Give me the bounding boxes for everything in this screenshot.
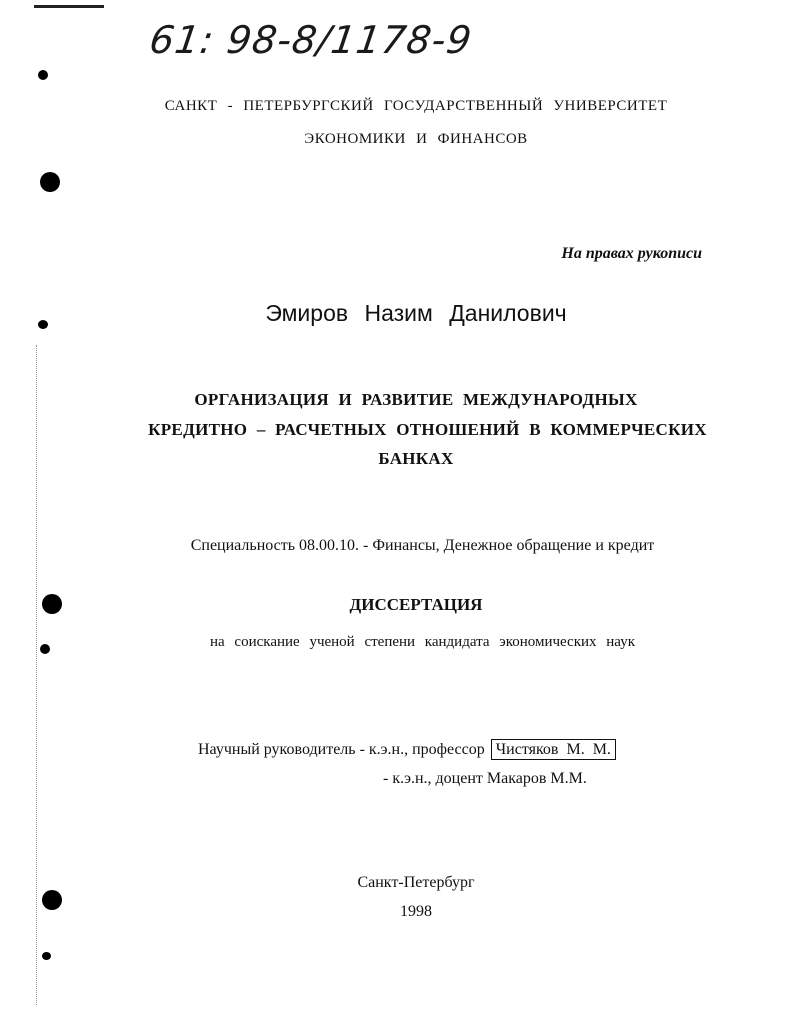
specialty-line: Специальность 08.00.10. - Финансы, Денежное обращение и кредит	[190, 537, 655, 554]
thesis-title-line3: БАНКАХ	[378, 449, 454, 468]
binding-hole-mark	[38, 70, 48, 80]
advisor-label: Научный руководитель - к.э.н., профессор	[198, 741, 485, 758]
year: 1998	[400, 903, 432, 920]
work-type-heading: ДИССЕРТАЦИЯ	[349, 595, 483, 614]
advisor-primary-name-boxed: Чистяков М. М.	[491, 739, 616, 760]
thesis-title-line1: ОРГАНИЗАЦИЯ И РАЗВИТИЕ МЕЖДУНАРОДНЫХ	[194, 390, 638, 409]
manuscript-rights-note: На правах рукописи	[561, 245, 702, 262]
archive-number-handwritten: 61: 98-8/1178-9	[146, 18, 475, 62]
thesis-title-line2: КРЕДИТНО – РАСЧЕТНЫХ ОТНОШЕНИЙ В КОММЕРЧЕСКИХ	[148, 420, 707, 439]
city: Санкт-Петербург	[357, 874, 475, 891]
advisor-secondary-line: - к.э.н., доцент Макаров М.М.	[383, 770, 587, 787]
binding-hole-mark	[40, 172, 60, 192]
author-name: Эмиров Назим Данилович	[265, 300, 567, 326]
binding-hole-mark	[42, 952, 51, 960]
university-name-line2: ЭКОНОМИКИ И ФИНАНСОВ	[304, 131, 528, 147]
university-name-line1: САНКТ - ПЕТЕРБУРГСКИЙ ГОСУДАРСТВЕННЫЙ УНИВЕРСИТЕТ	[164, 98, 668, 114]
advisor-line	[198, 739, 616, 760]
degree-line: на соискание ученой степени кандидата экономических наук	[209, 634, 635, 650]
top-rule	[34, 5, 104, 8]
